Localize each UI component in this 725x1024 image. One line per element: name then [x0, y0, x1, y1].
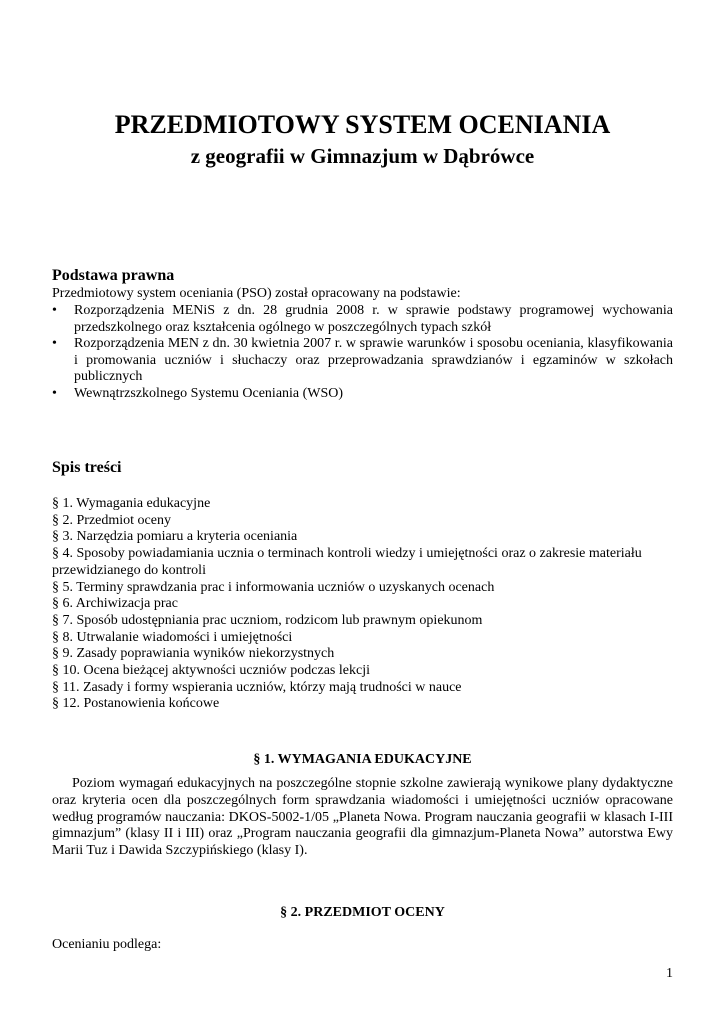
section-1-heading: § 1. WYMAGANIA EDUKACYJNE [253, 752, 472, 767]
bullet-icon: • [52, 336, 57, 352]
toc-item: § 5. Terminy sprawdzania prac i informowania uczniów o uzyskanych ocenach [52, 579, 495, 595]
list-item: • Rozporządzenia MENiS z dn. 28 grudnia 2008 r. w sprawie podstawy programowej wychowania przedszkolnego oraz kształcenia ogólnego w poszczególnych typach szkół [52, 303, 673, 335]
document-subtitle: z geografii w Gimnazjum w Dąbrówce [190, 144, 535, 168]
toc-item: § 11. Zasady i formy wspierania uczniów, którzy mają trudności w nauce [52, 679, 462, 695]
document-title: PRZEDMIOTOWY SYSTEM OCENIANIA [114, 110, 611, 139]
table-of-contents [52, 496, 677, 713]
toc-item: § 12. Postanowienia końcowe [52, 696, 220, 712]
toc-item: § 9. Zasady poprawiania wyników niekorzystnych [52, 646, 335, 662]
toc-heading: Spis treści [52, 459, 122, 476]
list-item: • Rozporządzenia MEN z dn. 30 kwietnia 2007 r. w sprawie warunków i sposobu oceniania, klasyfikowania i promowania uczniów i słuchaczy oraz przeprowadzania sprawdzianów i egzaminów w szkołach publicznych [52, 336, 673, 385]
legal-basis-list [52, 303, 673, 403]
page-number: 1 [666, 966, 673, 981]
legal-basis-heading: Podstawa prawna [52, 267, 175, 284]
toc-item: § 1. Wymagania edukacyjne [52, 496, 211, 511]
bullet-icon: • [52, 385, 57, 401]
toc-item: § 3. Narzędzia pomiaru a kryteria oceniania [52, 529, 298, 545]
list-item: • Wewnątrzszkolnego Systemu Oceniania (WSO) [52, 385, 344, 401]
legal-basis-intro: Przedmiotowy system oceniania (PSO) został opracowany na podstawie: [52, 286, 461, 301]
toc-item: § 6. Archiwizacja prac [52, 596, 178, 612]
toc-item: § 10. Ocena bieżącej aktywności uczniów podczas lekcji [52, 663, 370, 679]
toc-item: § 8. Utrwalanie wiadomości i umiejętności [52, 629, 293, 645]
section-2-text: Ocenianiu podlega: [52, 937, 162, 952]
section-1-text: Poziom wymagań edukacyjnych na poszczególne stopnie szkolne zawierają wynikowe plany dydaktyczne oraz kryteria ocen dla poszczególnych form sprawdzania wiadomości i umiejętności uczniów opracowane według programów nauczania: DKOS-5002-1/05 „Planeta Nowa. Program nauczania geografii w klasach I-III gimnazjum” (klasy II i III) oraz „Program nauczania geografii dla gimnazjum-Planeta Nowa” autorstwa Ewy Marii Tuz i Dawida Szczypińskiego (klasy I). [52, 776, 673, 859]
section-2-heading: § 2. PRZEDMIOT OCENY [280, 905, 445, 920]
toc-item: § 7. Sposób udostępniania prac uczniom, rodzicom lub prawnym opiekunom [52, 612, 483, 628]
toc-item: § 2. Przedmiot oceny [52, 512, 171, 528]
toc-item: § 4. Sposoby powiadamiania ucznia o terminach kontroli wiedzy i umiejętności oraz o zakresie materiału przewidzianego do kontroli [52, 546, 642, 578]
bullet-icon: • [52, 303, 57, 318]
